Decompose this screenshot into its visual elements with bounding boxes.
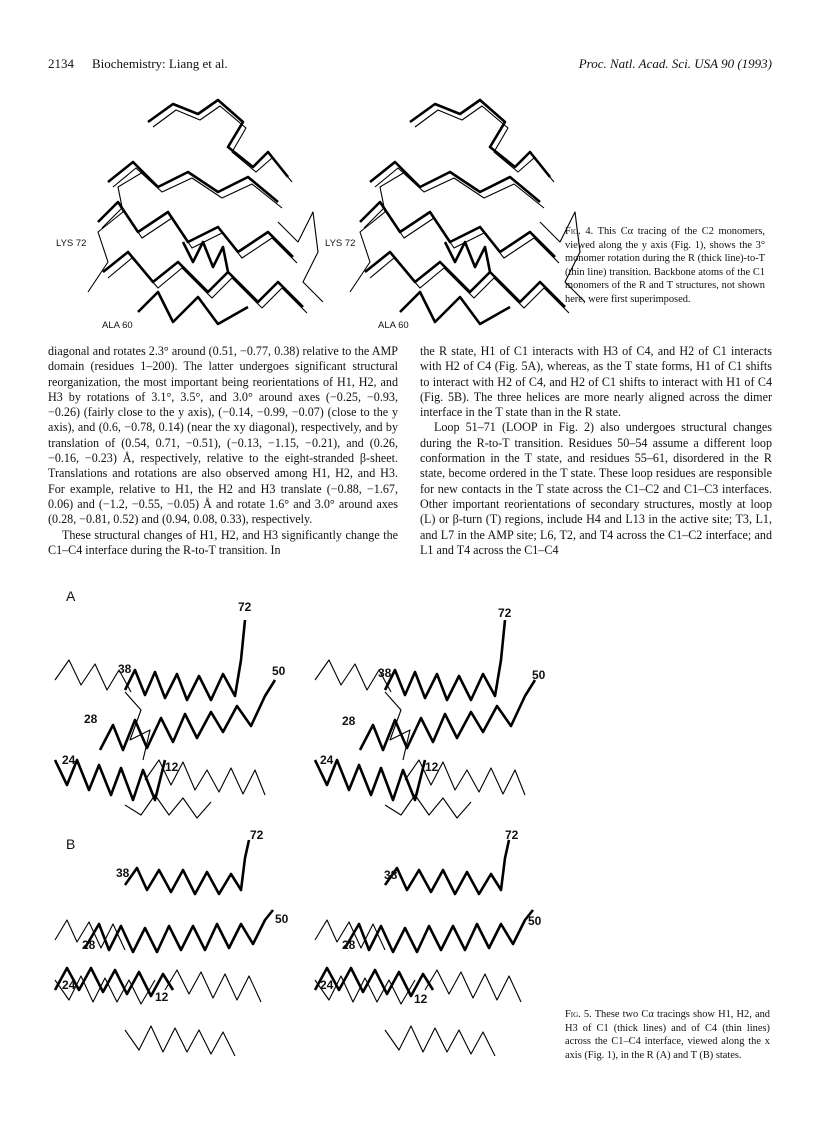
fig4-caption-text: This Cα tracing of the C2 monomers, viewed along the y axis (Fig. 1), shows the 3° monomer rotation during the R (thick line)-to-T (thin line) transition. Backbone atoms of the C1 monomers of the R and T structures, not shown here, were first superimposed. [565,226,765,305]
fig5-b-right-res-12: 12 [414,992,428,1006]
fig5-b-left-res-38: 38 [116,866,130,880]
page-number: 2134 [48,56,74,71]
fig5-a-right-res-12: 12 [425,760,439,774]
fig5-b-right-helix-c4d [385,1026,495,1056]
right-paragraph-2: Loop 51–71 (LOOP in Fig. 2) also undergoes structural changes during the R-to-T transition. Residues 50–54 assume a different loop conformation in the T state, and residues 55–61, disordered in the R state, become ordered in the T state. These loop residues are responsible for new contacts in the T state across the C1–C2 and C1–C3 interfaces. Other important reorientations of secondary structures, mostly at loop (L) or β-turn (T) regions, include H4 and L13 in the active site; T3, L1, and L7 in the AMP site; L6, T2, and T4 across the C1–C2 interface; and L1 and T4 across the C1–C4 [420,420,772,557]
fig5-caption [565,1008,770,1062]
fig5-b-right-res-28: 28 [342,938,356,952]
fig5-b-right-res-24: 24 [320,978,334,992]
fig5-a-right-res-72: 72 [498,606,512,620]
fig5-caption-label: Fig. 5. [565,1009,592,1020]
running-header [48,56,772,76]
text-column-right [420,344,772,558]
left-paragraph-1: diagonal and rotates 2.3° around (0.51, −0.77, 0.38) relative to the AMP domain (residues 1–200). The latter undergoes significant structural reorganization, the most important being reorientations of H1, H2, and H3 by rotations of 3.1°, 3.5°, and 3.0° around axes (−0.25, −0.93, −0.26) (fairly close to the y axis), (−0.14, −0.99, −0.07) (close to the y axis), and (0.6, −0.78, 0.14) (near the xy diagonal), respectively, and by translation of (0.54, 0.71, −0.51), (−0.13, −1.15, −0.21), and (0.26, −0.16, −0.23) Å, respectively, relative to the eight-stranded β-sheet. Translations and rotations are also observed among H1, H2, and H3. For example, relative to H1, the H2 and H3 translate (−0.88, −1.67, 0.06) and (−1.2, −0.55, −0.05) Å and rotate 1.6° and 3.0° around axes (0.28, −0.81, 0.52) and (0.94, 0.08, 0.33), respectively. [48,344,398,527]
fig5-b-right-helix-h3 [385,840,509,894]
fig5-b-right-res-38: 38 [384,868,398,882]
fig4-right-label-lys72: LYS 72 [325,238,356,249]
fig5-a-right-res-38: 38 [378,666,392,680]
fig5-b-right-helix-c4c [425,970,521,1002]
fig5-b-left-helix-h2 [85,910,273,952]
fig5-a-left-res-28: 28 [84,712,98,726]
text-column-left [48,344,398,558]
fig5-a-right-res-50: 50 [532,668,546,682]
fig5-a-right-helix-h2 [360,680,535,750]
fig5-a-left-res-38: 38 [118,662,132,676]
fig5-a-right-helix-c4d [385,795,471,818]
fig5-a-left-res-72: 72 [238,600,252,614]
journal-citation: Proc. Natl. Acad. Sci. USA 90 (1993) [578,56,772,71]
fig4-right-label-ala60: ALA 60 [378,320,409,331]
journal-section: Biochemistry: Liang et al. [92,56,228,71]
left-paragraph-2: These structural changes of H1, H2, and H3 significantly change the C1–C4 interface during the R-to-T transition. In [48,527,398,557]
fig5-a-right-res-24: 24 [320,753,334,767]
fig4-left-label-lys72: LYS 72 [56,238,87,249]
fig4-right-tracing [340,92,590,332]
fig5-panel-a-label: A [66,588,76,604]
fig5-b-right-res-50: 50 [528,914,542,928]
fig5-b-left-res-50: 50 [275,912,289,926]
fig5-b-left-helix-c4c [165,970,261,1002]
fig5-caption-text: These two Cα tracings show H1, H2, and H3 of C1 (thick lines) and of C4 (thin lines) across the C1–C4 interface, viewed along the x axis (Fig. 1), in the R (A) and T (B) states. [565,1009,770,1061]
fig5-a-left-helix-c4d [125,795,211,818]
fig4-left-tracing [78,92,328,332]
fig4-caption [565,225,765,307]
fig5-a-right-helix-h3 [385,620,505,700]
fig5-a-right-res-28: 28 [342,714,356,728]
fig5-b-right-res-72: 72 [505,828,519,842]
fig5-b-left-helix-h3 [125,840,249,894]
fig5-b-left-res-24: 24 [62,978,76,992]
fig5-a-left-res-50: 50 [272,664,286,678]
fig4-left-label-ala60: ALA 60 [102,320,133,331]
fig4-caption-label: Fig. 4. [565,226,594,237]
fig5-panel-b-label: B [66,836,76,852]
fig5-a-left-helix-h3 [125,620,245,700]
fig5-a-left-res-24: 24 [62,753,76,767]
fig5-b-left-res-72: 72 [250,828,264,842]
fig5-b-left-helix-c4d [125,1026,235,1056]
fig5-a-left-res-12: 12 [165,760,179,774]
right-paragraph-1: the R state, H1 of C1 interacts with H3 of C4, and H2 of C1 interacts with H2 of C4 (Fig. 5A), whereas, as the T state forms, H1 of C1 shifts to interact with H2 of C4, and H2 of C1 shifts to interact with H1 of C4 (Fig. 5B). The three helices are more nearly aligned across the dimer interface in the T state than in the R state. [420,344,772,420]
fig5-b-left-res-12: 12 [155,990,169,1004]
fig5-b-right-helix-h2 [345,910,533,952]
fig5-a-left-helix-h2 [100,680,275,750]
fig5-b-left-res-28: 28 [82,938,96,952]
